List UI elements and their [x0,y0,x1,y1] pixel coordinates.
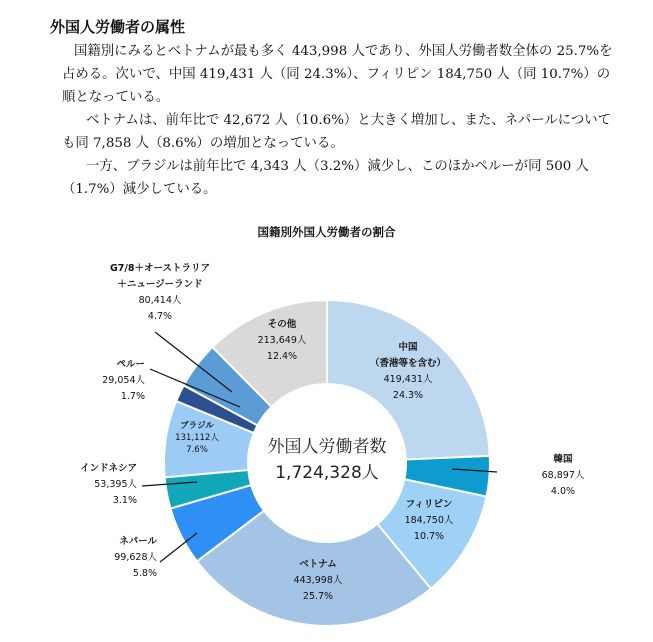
slice-label-6-line-0: ブラジル [180,421,214,431]
slice-label-2-line-2: 10.7% [413,531,445,542]
slice-label-0-line-3: 24.3% [392,390,424,401]
section-title: 外国人労働者の属性 [50,18,186,36]
slice-label-3-line-2: 25.7% [302,591,334,602]
slice-label-0-line-1: （香港等を含む） [369,358,447,369]
slice-label-7-line-2: 1.7% [120,391,145,402]
slice-label-1-line-1: 68,897人 [541,470,585,481]
slice-label-8-line-2: 80,414人 [138,295,182,306]
center-label: 外国人労働者数 [267,437,387,457]
paragraph-1: 国籍別にみるとベトナムが最も多く 443,998 人であり、外国人労働者数全体の 25.7%を占める。次いで、中国 419,431 人（同 24.3%）、フィリピン 184,750 人（同 10.7%）の順となっている。 [62,44,613,105]
paragraph-2: ベトナムは、前年比で 42,672 人（10.6%）と大きく増加し、また、ネパールについても同 7,858 人（8.6%）の増加となっている。 [62,113,612,151]
slice-label-4-line-0: ネパール [119,536,157,547]
slice-label-4-line-1: 99,628人 [114,552,157,563]
slice-label-5-line-0: インドネシア [80,463,137,474]
slice-label-5-line-1: 53,395人 [94,479,137,490]
slice-label-1-line-2: 4.0% [550,486,576,497]
slice-label-2-line-1: 184,750人 [404,515,454,526]
slice-label-7-line-0: ペルー [116,359,145,370]
slice-label-7-line-1: 29,054人 [102,375,145,386]
slice-label-5-line-2: 3.1% [112,495,137,506]
slice-label-8-line-1: ＋ニュージーランド [117,279,203,290]
slice-label-3-line-1: 443,998人 [293,575,343,586]
slice-label-0-line-0: 中国 [398,342,418,353]
slice-label-0-line-2: 419,431人 [383,374,433,385]
slice-label-9-line-2: 12.4% [266,351,298,362]
slice-label-3-line-0: ベトナム [299,559,337,570]
slice-label-4-line-2: 5.8% [132,568,157,579]
slice-label-6-line-2: 7.6% [186,445,208,455]
center-value: 1,724,328人 [275,463,379,483]
chart-title: 国籍別外国人労働者の割合 [257,225,396,239]
slice-label-9-line-1: 213,649人 [257,335,307,346]
slice-label-2-line-0: フィリピン [405,499,453,510]
slice-label-8-line-0: G7/8＋オーストラリア [109,263,211,274]
slice-label-6-line-1: 131,112人 [175,433,219,443]
paragraph-3: 一方、ブラジルは前年比で 4,343 人（3.2%）減少し、このほかペルーが同 500 人（1.7%）減少している。 [62,159,589,197]
slice-label-8-line-3: 4.7% [147,311,173,322]
slice-label-1-line-0: 韓国 [553,454,573,465]
slice-label-9-line-0: その他 [267,319,297,330]
